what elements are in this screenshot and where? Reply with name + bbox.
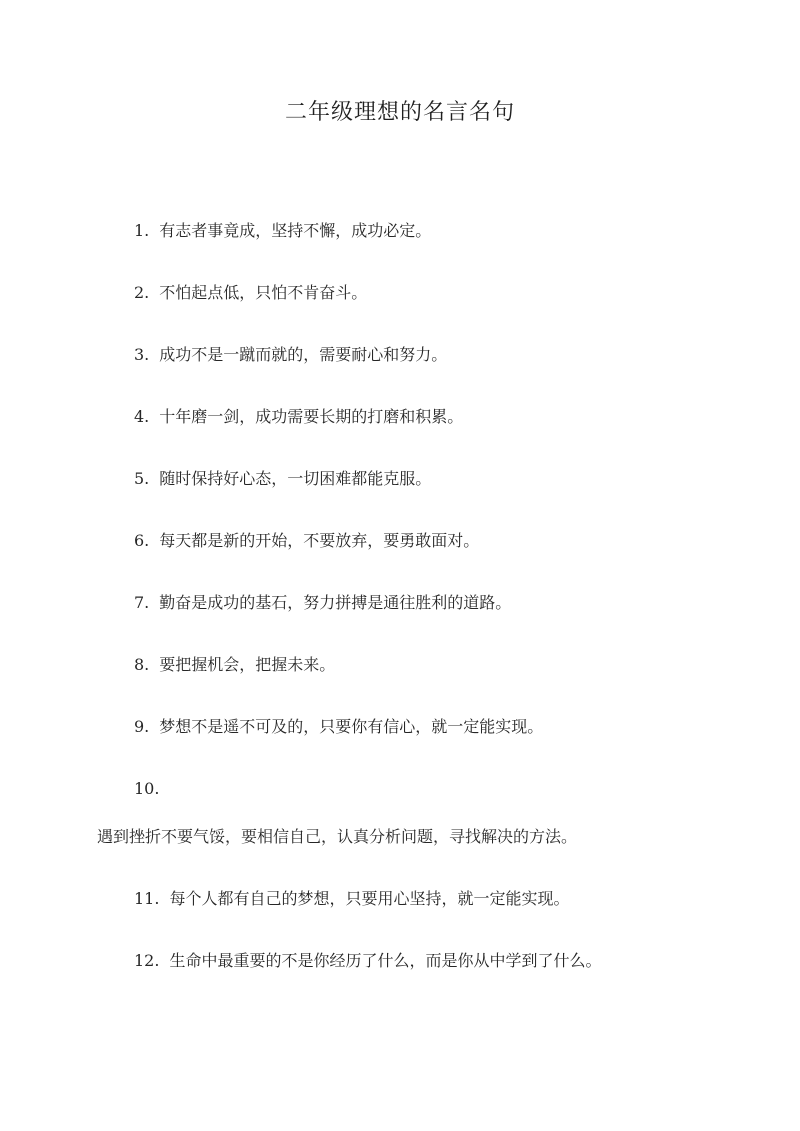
quote-item (134, 653, 335, 677)
quote-item (134, 405, 463, 429)
quote-item (134, 343, 447, 367)
quote-number: 7. (134, 593, 150, 612)
quote-number: 3. (134, 345, 150, 364)
quote-item (134, 715, 543, 739)
quote-text: 有志者事竟成，坚持不懈，成功必定。 (159, 221, 432, 240)
quote-number: 10. (134, 779, 160, 798)
quote-text: 成功不是一蹴而就的，需要耐心和努力。 (159, 345, 448, 364)
quote-number: 1. (134, 221, 150, 240)
quote-text: 要把握机会，把握未来。 (159, 655, 336, 674)
page-title: 二年级理想的名言名句 (284, 100, 515, 125)
quote-text: 梦想不是遥不可及的，只要你有信心，就一定能实现。 (159, 717, 544, 736)
quote-item (134, 887, 569, 911)
quote-number: 9. (134, 717, 150, 736)
quote-text: 每天都是新的开始，不要放弃，要勇敢面对。 (159, 531, 480, 550)
quote-text: 随时保持好心态，一切困难都能克服。 (159, 469, 432, 488)
quote-item (134, 281, 367, 305)
quote-item (134, 219, 431, 243)
quote-item (134, 591, 511, 615)
quote-number: 11. (134, 889, 160, 908)
quote-text: 不怕起点低，只怕不肯奋斗。 (159, 283, 368, 302)
quote-text: 十年磨一剑，成功需要长期的打磨和积累。 (159, 407, 464, 426)
quote-text: 勤奋是成功的基石，努力拼搏是通往胜利的道路。 (159, 593, 512, 612)
quote-number: 5. (134, 469, 150, 488)
quote-number: 8. (134, 655, 150, 674)
quote-number: 4. (134, 407, 150, 426)
quote-item (134, 529, 479, 553)
quote-number: 6. (134, 531, 150, 550)
quote-item (134, 467, 431, 491)
quote-text: 每个人都有自己的梦想，只要用心坚持，就一定能实现。 (169, 889, 570, 908)
quote-item (134, 949, 601, 973)
quote-number: 12. (134, 951, 160, 970)
quote-number: 2. (134, 283, 150, 302)
quote-text: 生命中最重要的不是你经历了什么，而是你从中学到了什么。 (169, 951, 602, 970)
quote-text: 遇到挫折不要气馁，要相信自己，认真分析问题，寻找解决的方法。 (97, 827, 578, 846)
